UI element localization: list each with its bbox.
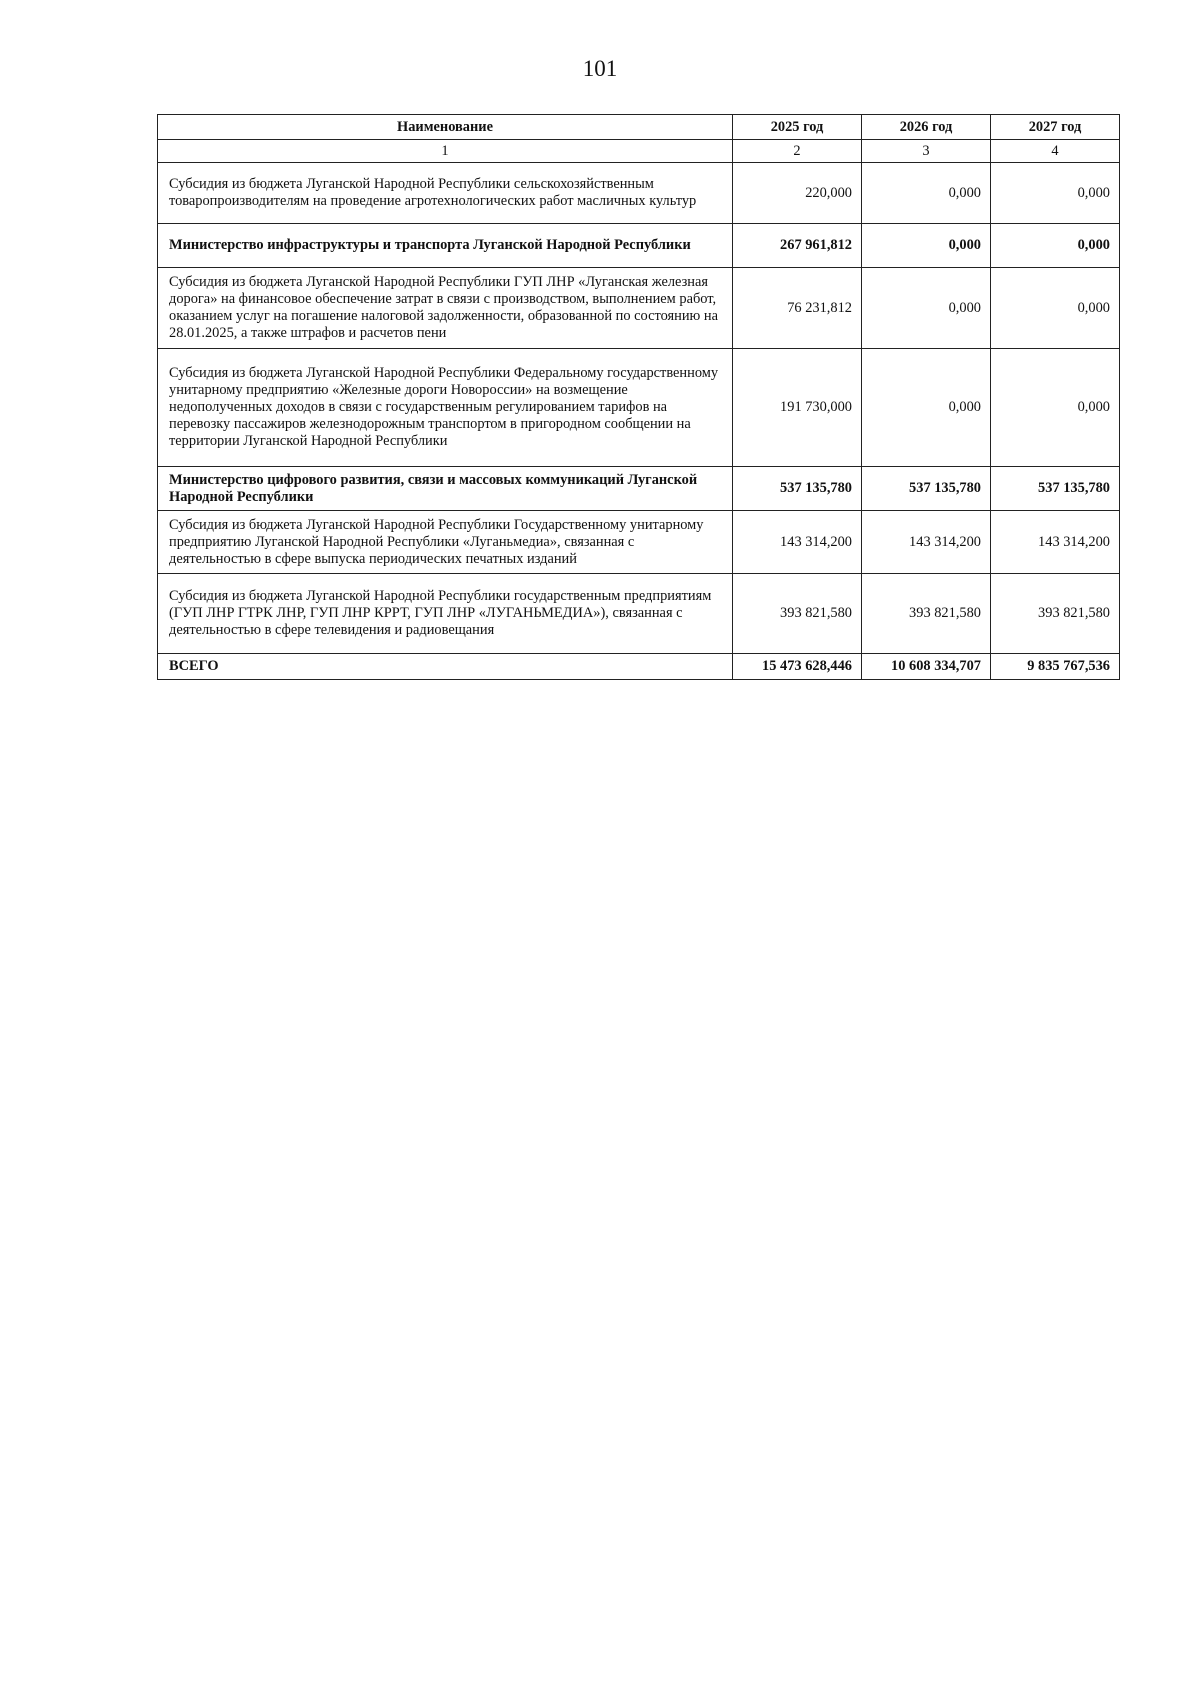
total-label: ВСЕГО bbox=[158, 654, 733, 680]
header-2025: 2025 год bbox=[733, 115, 862, 140]
value-2027: 393 821,580 bbox=[991, 574, 1120, 654]
value-2026: 0,000 bbox=[862, 268, 991, 349]
value-2025: 220,000 bbox=[733, 163, 862, 224]
table-row bbox=[158, 349, 1120, 467]
value-2026: 0,000 bbox=[862, 163, 991, 224]
column-number: 2 bbox=[733, 140, 862, 163]
total-2027: 9 835 767,536 bbox=[991, 654, 1120, 680]
value-2025: 393 821,580 bbox=[733, 574, 862, 654]
value-2027: 0,000 bbox=[991, 349, 1120, 467]
column-number: 1 bbox=[158, 140, 733, 163]
total-row bbox=[158, 654, 1120, 680]
header-row bbox=[158, 115, 1120, 140]
table-row bbox=[158, 268, 1120, 349]
column-number: 4 bbox=[991, 140, 1120, 163]
value-2027: 0,000 bbox=[991, 268, 1120, 349]
total-2025: 15 473 628,446 bbox=[733, 654, 862, 680]
table-row bbox=[158, 163, 1120, 224]
value-2026: 393 821,580 bbox=[862, 574, 991, 654]
row-name: Министерство цифрового развития, связи и массовых коммуникаций Луганской Народной Республики bbox=[158, 467, 733, 511]
value-2025: 191 730,000 bbox=[733, 349, 862, 467]
row-name: Субсидия из бюджета Луганской Народной Республики Государственному унитарному предприятию Луганской Народной Республики «Луганьмедиа», связанная с деятельностью в сфере выпуска периодических печатных изданий bbox=[158, 511, 733, 574]
value-2026: 537 135,780 bbox=[862, 467, 991, 511]
value-2025: 76 231,812 bbox=[733, 268, 862, 349]
header-2027: 2027 год bbox=[991, 115, 1120, 140]
table-row-ministry bbox=[158, 467, 1120, 511]
value-2027: 0,000 bbox=[991, 163, 1120, 224]
row-name: Субсидия из бюджета Луганской Народной Республики Федеральному государственному унитарному предприятию «Железные дороги Новороссии» на возмещение недополученных доходов в связи с государственным регулированием тарифов на перевозку пассажиров железнодорожным транспортом в пригородном сообщении на территории Луганской Народной Республики bbox=[158, 349, 733, 467]
row-name: Субсидия из бюджета Луганской Народной Республики сельскохозяйственным товаропроизводителям на проведение агротехнологических работ масличных культур bbox=[158, 163, 733, 224]
budget-table bbox=[157, 114, 1120, 680]
table-row bbox=[158, 511, 1120, 574]
header-2026: 2026 год bbox=[862, 115, 991, 140]
row-name: Субсидия из бюджета Луганской Народной Республики ГУП ЛНР «Луганская железная дорога» на финансовое обеспечение затрат в связи с производством, выполнением работ, оказанием услуг на погашение налоговой задолженности, образованной по состоянию на 28.01.2025, а также штрафов и расчетов пени bbox=[158, 268, 733, 349]
row-name: Министерство инфраструктуры и транспорта Луганской Народной Республики bbox=[158, 224, 733, 268]
total-2026: 10 608 334,707 bbox=[862, 654, 991, 680]
column-number: 3 bbox=[862, 140, 991, 163]
value-2026: 0,000 bbox=[862, 224, 991, 268]
page-number: 101 bbox=[582, 56, 618, 81]
value-2026: 0,000 bbox=[862, 349, 991, 467]
table-row bbox=[158, 574, 1120, 654]
column-number-row bbox=[158, 140, 1120, 163]
row-name: Субсидия из бюджета Луганской Народной Республики государственным предприятиям (ГУП ЛНР ГТРК ЛНР, ГУП ЛНР КРРТ, ГУП ЛНР «ЛУГАНЬМЕДИА»), связанная с деятельностью в сфере телевидения и радиовещания bbox=[158, 574, 733, 654]
value-2025: 537 135,780 bbox=[733, 467, 862, 511]
value-2027: 537 135,780 bbox=[991, 467, 1120, 511]
table-row-ministry bbox=[158, 224, 1120, 268]
value-2025: 267 961,812 bbox=[733, 224, 862, 268]
header-name: Наименование bbox=[158, 115, 733, 140]
value-2026: 143 314,200 bbox=[862, 511, 991, 574]
value-2027: 143 314,200 bbox=[991, 511, 1120, 574]
value-2027: 0,000 bbox=[991, 224, 1120, 268]
value-2025: 143 314,200 bbox=[733, 511, 862, 574]
